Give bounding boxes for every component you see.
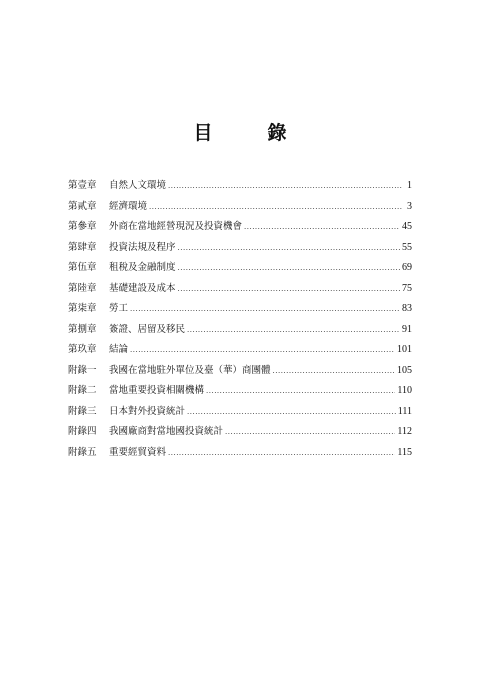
toc-entry[interactable] xyxy=(68,176,412,197)
toc-entry[interactable] xyxy=(68,258,412,279)
toc-appendix-number: 附錄五 xyxy=(68,446,97,458)
toc-entry[interactable] xyxy=(68,340,412,361)
toc-appendix-title: 日本對外投資統計 xyxy=(109,405,186,417)
toc-dot-leader xyxy=(187,320,400,341)
toc-chapter-number: 第肆章 xyxy=(68,241,97,253)
toc-entry[interactable] xyxy=(68,320,412,341)
toc-entry[interactable] xyxy=(68,422,412,443)
toc-entry[interactable] xyxy=(68,361,412,382)
toc-page-number: 75 xyxy=(402,282,412,294)
toc-appendix-title: 我國在當地駐外單位及臺（華）商團體 xyxy=(109,364,271,376)
toc-entry[interactable] xyxy=(68,299,412,320)
table-of-contents xyxy=(68,176,412,463)
toc-dot-leader xyxy=(168,176,402,197)
toc-chapter-number: 第玖章 xyxy=(68,344,97,355)
toc-page-number: 115 xyxy=(397,446,412,458)
toc-chapter-title: 基礎建設及成本 xyxy=(109,282,176,294)
toc-page-number: 1 xyxy=(407,180,412,191)
toc-dot-leader xyxy=(206,381,395,402)
toc-entry[interactable] xyxy=(68,402,412,423)
toc-entry[interactable] xyxy=(68,238,412,259)
toc-chapter-number: 第參章 xyxy=(68,221,97,232)
toc-chapter-title: 經濟環境 xyxy=(109,200,148,212)
toc-entry[interactable] xyxy=(68,443,412,464)
toc-appendix-title: 當地重要投資相關機構 xyxy=(109,385,205,396)
toc-dot-leader xyxy=(130,299,400,320)
toc-dot-leader xyxy=(187,402,396,423)
toc-page-number: 110 xyxy=(397,385,412,396)
toc-chapter-title: 結論 xyxy=(109,344,129,355)
toc-appendix-number: 附錄四 xyxy=(68,426,97,437)
toc-dot-leader xyxy=(178,258,400,279)
toc-appendix-number: 附錄一 xyxy=(68,364,97,376)
toc-dot-leader xyxy=(273,361,395,382)
toc-dot-leader xyxy=(244,217,400,238)
page-title: 目 錄 xyxy=(193,122,305,144)
toc-entry[interactable] xyxy=(68,197,412,218)
toc-entry[interactable] xyxy=(68,381,412,402)
toc-chapter-number: 第柒章 xyxy=(68,303,97,314)
toc-page-number: 111 xyxy=(397,405,412,417)
toc-page-number: 69 xyxy=(402,262,412,273)
toc-dot-leader xyxy=(178,238,400,259)
toc-entry[interactable] xyxy=(68,217,412,238)
toc-chapter-number: 第壹章 xyxy=(68,180,97,191)
toc-chapter-title: 租稅及金融制度 xyxy=(109,262,176,273)
toc-appendix-title: 重要經貿資料 xyxy=(109,446,167,458)
toc-appendix-number: 附錄三 xyxy=(68,405,97,417)
toc-chapter-number: 第伍章 xyxy=(68,262,97,273)
toc-dot-leader xyxy=(130,340,395,361)
toc-chapter-number: 第貳章 xyxy=(68,200,97,212)
toc-dot-leader xyxy=(149,197,402,218)
toc-appendix-title: 我國廠商對當地國投資統計 xyxy=(109,426,224,437)
toc-chapter-title: 勞工 xyxy=(109,303,129,314)
toc-entry[interactable] xyxy=(68,279,412,300)
toc-dot-leader xyxy=(225,422,395,443)
toc-appendix-number: 附錄二 xyxy=(68,385,97,396)
toc-chapter-number: 第捌章 xyxy=(68,323,97,335)
toc-chapter-title: 外商在當地經營現況及投資機會 xyxy=(109,221,243,232)
toc-dot-leader xyxy=(178,279,400,300)
toc-page-number: 112 xyxy=(397,426,412,437)
toc-page-number: 45 xyxy=(402,221,412,232)
toc-page-number: 91 xyxy=(402,323,412,335)
toc-page-number: 101 xyxy=(397,344,412,355)
toc-chapter-number: 第陸章 xyxy=(68,282,97,294)
toc-page-number: 3 xyxy=(407,200,412,212)
toc-page-number: 105 xyxy=(397,364,412,376)
toc-chapter-title: 簽證、居留及移民 xyxy=(109,323,186,335)
toc-dot-leader xyxy=(168,443,395,464)
toc-chapter-title: 自然人文環境 xyxy=(109,180,167,191)
toc-chapter-title: 投資法規及程序 xyxy=(109,241,176,253)
toc-page-number: 55 xyxy=(402,241,412,253)
toc-page-number: 83 xyxy=(402,303,412,314)
